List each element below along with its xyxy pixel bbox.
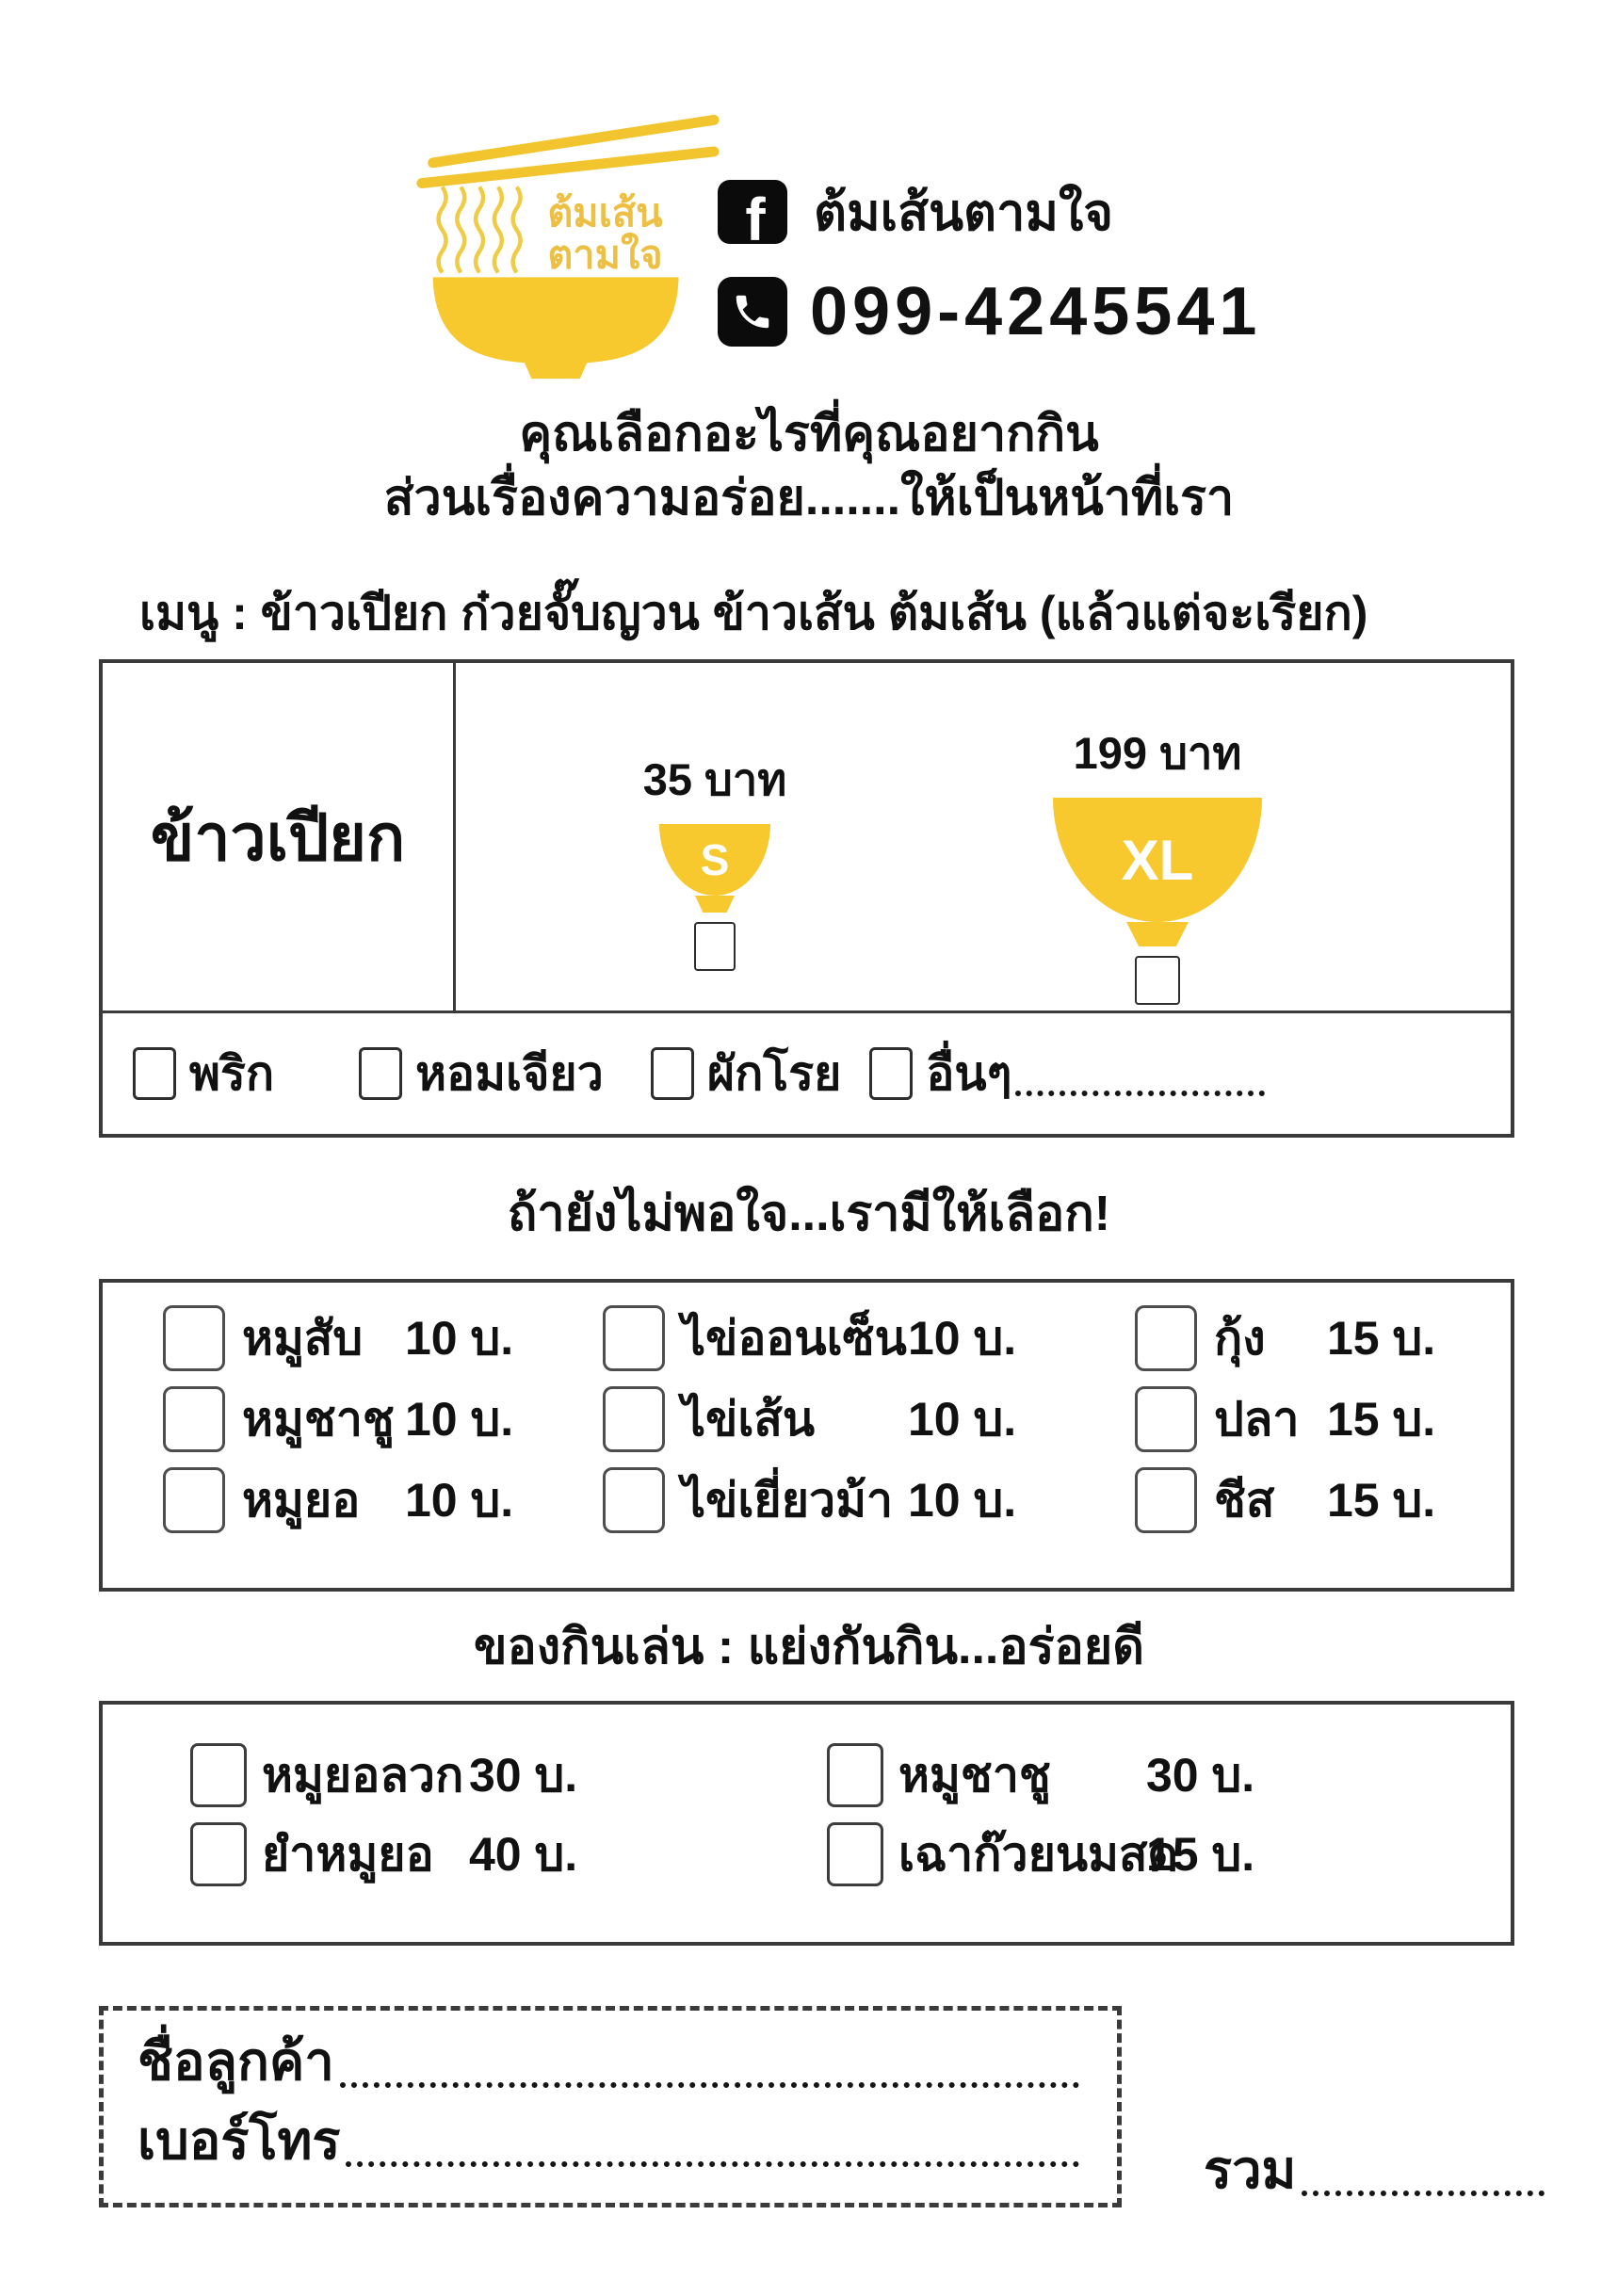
condiment-option-1 — [359, 1037, 604, 1111]
brand-logo — [405, 75, 721, 380]
facebook-row — [718, 171, 1261, 252]
size-xl-price: 199 บาท — [1073, 728, 1242, 778]
condiment-label-other: อื่นๆ — [926, 1046, 1012, 1100]
customer-name-line — [138, 2024, 1083, 2103]
menu-heading: เมนู : ข้าวเปียก ก๋วยจั๊บญวน ข้าวเส้น ต้มเส้น (แล้วแต่จะเรียก) — [139, 587, 1368, 639]
snack-price: 40 บ. — [469, 1827, 578, 1881]
checkbox-addon-1-1[interactable] — [603, 1386, 665, 1452]
checkbox-snack-0-1[interactable] — [190, 1822, 247, 1886]
facebook-glyph: f — [745, 185, 766, 244]
bowl-s-size-label: S — [700, 835, 730, 884]
size-option-s — [597, 663, 833, 971]
slogan — [0, 403, 1618, 530]
addon-name: กุ้ง — [1214, 1311, 1266, 1365]
addon-item — [163, 1466, 603, 1534]
addon-name: ไข่ออนเซ็น — [682, 1311, 907, 1365]
condiment-option-0 — [133, 1037, 274, 1111]
addon-name: หมูชาชู — [242, 1392, 395, 1446]
logo-text-line2: ตามใจ — [547, 232, 663, 277]
contact-block — [718, 171, 1261, 371]
addon-item — [163, 1304, 603, 1372]
checkbox-addon-1-2[interactable] — [603, 1467, 665, 1533]
addon-item — [1135, 1385, 1511, 1453]
customer-phone-blank[interactable] — [346, 2154, 1079, 2167]
checkbox-condiment-0[interactable] — [133, 1047, 176, 1100]
addon-price: 10 บ. — [405, 1311, 514, 1365]
other-condiment-blank[interactable] — [1015, 1083, 1265, 1096]
snack-price: 30 บ. — [1146, 1748, 1255, 1802]
addon-name: ไข่เยี่ยวม้า — [682, 1473, 894, 1527]
customer-info-box — [99, 2006, 1122, 2207]
addons-column-2 — [603, 1304, 1135, 1588]
snack-item — [190, 1821, 827, 1887]
snacks-heading: ของกินเล่น : แย่งกันกิน...อร่อยดี — [473, 1620, 1144, 1674]
bowl-xl-size-label: XL — [1121, 828, 1194, 892]
snack-name: หมูยอลวก — [262, 1748, 464, 1802]
snack-price: 30 บ. — [469, 1748, 578, 1802]
checkbox-addon-0-2[interactable] — [163, 1467, 225, 1533]
addon-price: 10 บ. — [405, 1392, 514, 1446]
checkbox-addon-2-1[interactable] — [1135, 1386, 1197, 1452]
condiment-option-2 — [651, 1037, 842, 1111]
addon-item — [603, 1466, 1135, 1534]
size-option-xl — [1002, 663, 1313, 1005]
snack-item — [827, 1742, 1254, 1808]
total-blank[interactable] — [1302, 2183, 1545, 2196]
condiment-label-2: ผักโรย — [706, 1046, 842, 1100]
snacks-column-2 — [827, 1742, 1254, 1942]
addons-column-1 — [163, 1304, 603, 1588]
addon-name: ปลา — [1214, 1392, 1300, 1446]
total-label: รวม — [1204, 2140, 1297, 2199]
facebook-icon — [718, 180, 787, 244]
snack-item — [190, 1742, 827, 1808]
customer-phone-line — [138, 2103, 1083, 2182]
snack-name: เฉาก๊วยนมสด — [898, 1827, 1178, 1881]
condiment-option-other — [869, 1037, 1265, 1111]
snack-price: 15 บ. — [1146, 1827, 1255, 1881]
addon-price: 15 บ. — [1327, 1311, 1436, 1365]
addon-name: ชีส — [1214, 1473, 1275, 1527]
addon-item — [603, 1385, 1135, 1453]
addon-price: 15 บ. — [1327, 1473, 1436, 1527]
addons-column-3 — [1135, 1304, 1511, 1588]
chopsticks-icon — [422, 120, 714, 183]
bowl-icon — [433, 277, 679, 379]
addon-price: 10 บ. — [908, 1473, 1017, 1527]
facebook-page-name: ต้มเส้นตามใจ — [814, 185, 1113, 241]
noodles-icon — [439, 187, 521, 273]
size-s-price: 35 บาท — [642, 754, 787, 804]
addons-box — [99, 1279, 1514, 1592]
phone-number: 099-4245541 — [810, 274, 1262, 349]
condiments-row — [103, 1011, 1511, 1134]
phone-icon — [718, 277, 787, 347]
customer-name-label: ชื่อลูกค้า — [138, 2031, 334, 2091]
addon-name: หมูสับ — [242, 1311, 364, 1365]
slogan-line1: คุณเลือกอะไรที่คุณอยากกิน — [519, 407, 1099, 461]
addon-price: 10 บ. — [908, 1311, 1017, 1365]
addon-price: 15 บ. — [1327, 1392, 1436, 1446]
snack-name: หมูชาชู — [898, 1748, 1051, 1802]
snack-item — [827, 1821, 1254, 1887]
checkbox-addon-2-0[interactable] — [1135, 1305, 1197, 1371]
checkbox-addon-2-2[interactable] — [1135, 1467, 1197, 1533]
addon-price: 10 บ. — [908, 1392, 1017, 1446]
addon-name: ไข่เส้น — [682, 1392, 816, 1446]
checkbox-snack-1-0[interactable] — [827, 1743, 883, 1807]
checkbox-condiment-2[interactable] — [651, 1047, 694, 1100]
addon-item — [603, 1304, 1135, 1372]
checkbox-addon-1-0[interactable] — [603, 1305, 665, 1371]
condiment-label-0: พริก — [189, 1046, 275, 1100]
snack-name: ยำหมูยอ — [262, 1827, 434, 1881]
customer-name-blank[interactable] — [340, 2075, 1079, 2088]
menu-box — [99, 659, 1514, 1138]
dish-name: ข้าวเปียก — [103, 663, 456, 1011]
total-line — [1204, 2140, 1548, 2211]
addon-item — [1135, 1304, 1511, 1372]
addon-item — [163, 1385, 603, 1453]
checkbox-size-xl[interactable] — [1135, 956, 1180, 1005]
addon-name: หมูยอ — [242, 1473, 361, 1527]
menu-main-row — [103, 663, 1511, 1011]
sizes-cell — [456, 663, 1511, 1011]
checkbox-size-s[interactable] — [694, 922, 736, 971]
addon-price: 10 บ. — [405, 1473, 514, 1527]
checkbox-addon-0-0[interactable] — [163, 1305, 225, 1371]
condiment-label-1: หอมเจียว — [415, 1046, 604, 1100]
checkbox-snack-1-1[interactable] — [827, 1822, 883, 1886]
addon-item — [1135, 1466, 1511, 1534]
customer-phone-label: เบอร์โทร — [138, 2110, 341, 2170]
bowl-s-icon — [659, 824, 770, 896]
logo-text-line1: ต้มเส้น — [547, 190, 663, 235]
checkbox-snack-0-0[interactable] — [190, 1743, 247, 1807]
addons-heading: ถ้ายังไม่พอใจ...เรามีให้เลือก! — [507, 1187, 1111, 1241]
snacks-box — [99, 1701, 1514, 1946]
phone-row — [718, 273, 1261, 350]
slogan-line2: ส่วนเรื่องความอร่อย.......ให้เป็นหน้าที่เรา — [383, 470, 1235, 525]
bowl-xl-icon — [1053, 798, 1262, 922]
snacks-column-1 — [190, 1742, 827, 1942]
checkbox-addon-0-1[interactable] — [163, 1386, 225, 1452]
checkbox-condiment-other[interactable] — [869, 1047, 913, 1100]
noodle-bowl-logo-icon — [405, 75, 721, 380]
checkbox-condiment-1[interactable] — [359, 1047, 402, 1100]
